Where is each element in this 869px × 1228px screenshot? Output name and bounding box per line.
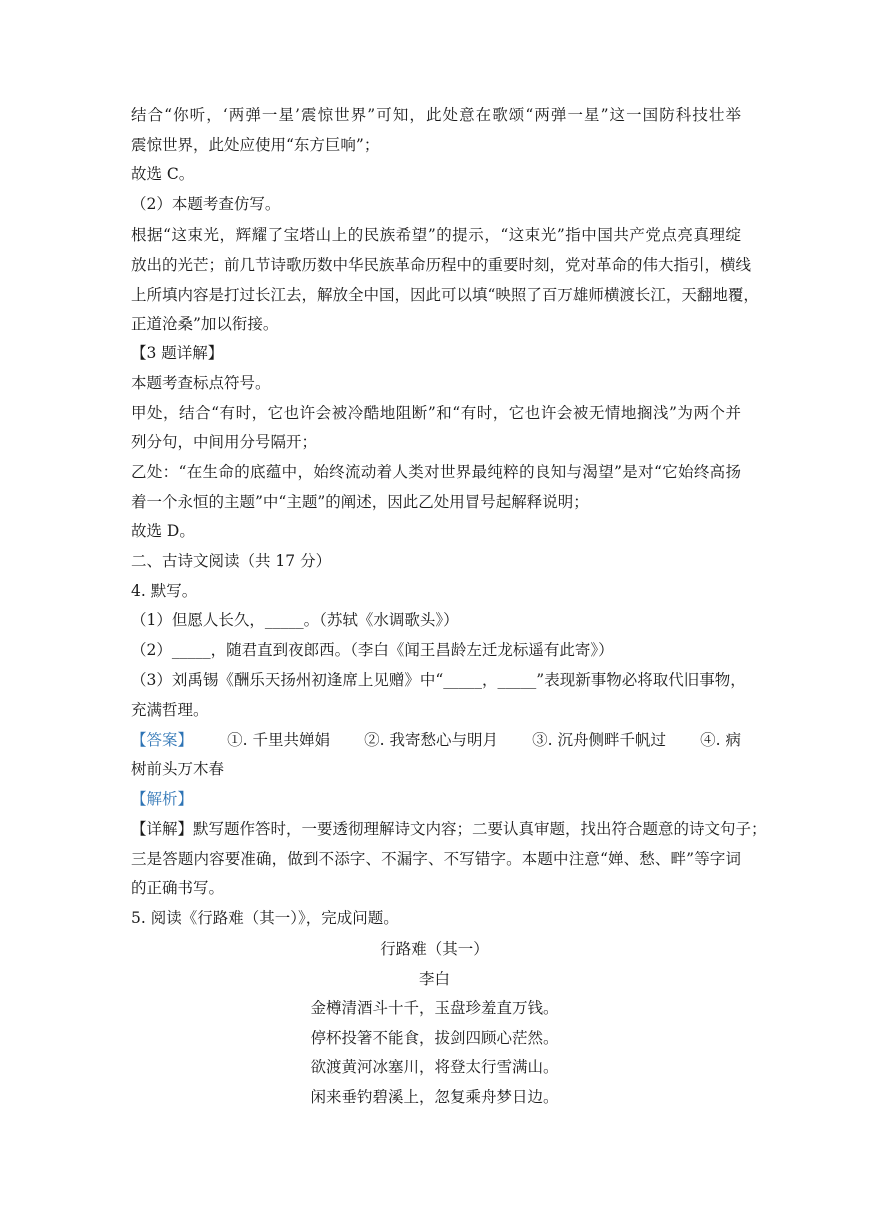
detail-text: 默写题作答时，一要透彻理解诗文内容；二要认真审题，找出符合题意的诗文句子； — [193, 820, 767, 838]
question-title: 5. 阅读《行路难（其一）》，完成问题。 — [131, 909, 399, 927]
analysis-label: 【解析】 — [131, 790, 194, 808]
text-line: 三是答题内容要准确，做到不添字、不漏字、不写错字。本题中注意“婵、愁、畔”等字词 — [131, 850, 741, 868]
text-line: 充满哲理。 — [131, 701, 209, 719]
text-line: 着一个永恒的主题”中“主题”的阐述，因此乙处用冒号起解释说明； — [131, 493, 589, 511]
text-line: 列分句，中间用分号隔开； — [131, 433, 318, 451]
poem-line: 欲渡黄河冰塞川，将登太行雪满山。 — [310, 1058, 559, 1076]
text-line: （2）本题考查仿写。 — [131, 195, 281, 213]
poem-author: 李白 — [418, 970, 450, 988]
answer-item: ③. 沉舟侧畔千帆过 — [532, 731, 666, 749]
question-item: （1）但愿人长久，_____。（苏轼《水调歌头》） — [131, 611, 459, 629]
detail-line — [131, 818, 767, 840]
text-line: 的正确书写。 — [131, 879, 225, 897]
text-line: 结合“你听，‘两弹一星’震惊世界”可知，此处意在歌颂“两弹一星”这一国防科技壮举 — [131, 106, 741, 124]
section-heading: 二、古诗文阅读（共 17 分） — [131, 552, 332, 570]
text-line: 乙处：“在生命的底蕴中，始终流动着人类对世界最纯粹的良知与渴望”是对“它始终高扬 — [131, 463, 741, 481]
poem-line: 停杯投箸不能食，拔剑四顾心茫然。 — [310, 1029, 559, 1047]
answer-continuation: 树前头万木春 — [131, 760, 225, 778]
text-line: 故选 D。 — [131, 522, 195, 540]
text-line: 放出的光芒；前几节诗歌历数中华民族革命历程中的重要时刻，党对革命的伟大指引，横线 — [131, 256, 752, 274]
answer-row — [131, 729, 741, 751]
question-item: （2）_____，随君直到夜郎西。（李白《闻王昌龄左迁龙标遥有此寄》） — [131, 641, 614, 659]
text-line: 震惊世界，此处应使用“东方巨响”； — [131, 136, 380, 154]
answer-item: ②. 我寄愁心与明月 — [364, 731, 498, 749]
text-line: 根据“这束光，辉耀了宝塔山上的民族希望”的提示，“这束光”指中国共产党点亮真理绽 — [131, 226, 741, 244]
answer-item: ④. 病 — [700, 731, 741, 749]
section-heading: 【3 题详解】 — [131, 344, 224, 362]
text-line: 正道沧桑”加以衔接。 — [131, 315, 279, 333]
answer-item: ①. 千里共婵娟 — [227, 731, 330, 749]
text-line: 上所填内容是打过长江去，解放全中国，因此可以填“映照了百万雄师横渡长江，天翻地覆， — [131, 286, 759, 304]
question-title: 4. 默写。 — [131, 582, 198, 600]
detail-label: 【详解】 — [131, 820, 194, 838]
poem-line: 闲来垂钓碧溪上，忽复乘舟梦日边。 — [310, 1088, 559, 1106]
poem-title: 行路难（其一） — [380, 940, 489, 958]
text-line: 本题考查标点符号。 — [131, 374, 271, 392]
question-item: （3）刘禹锡《酬乐天扬州初逢席上见赠》中“_____，_____”表现新事物必将取代旧事物， — [131, 671, 746, 689]
answer-label: 【答案】 — [131, 731, 194, 749]
text-line: 故选 C。 — [131, 165, 195, 183]
text-line: 甲处，结合“有时，它也许会被冷酷地阻断”和“有时，它也许会被无情地搁浅”为两个并 — [131, 404, 741, 422]
poem-line: 金樽清酒斗十千，玉盘珍羞直万钱。 — [310, 999, 559, 1017]
